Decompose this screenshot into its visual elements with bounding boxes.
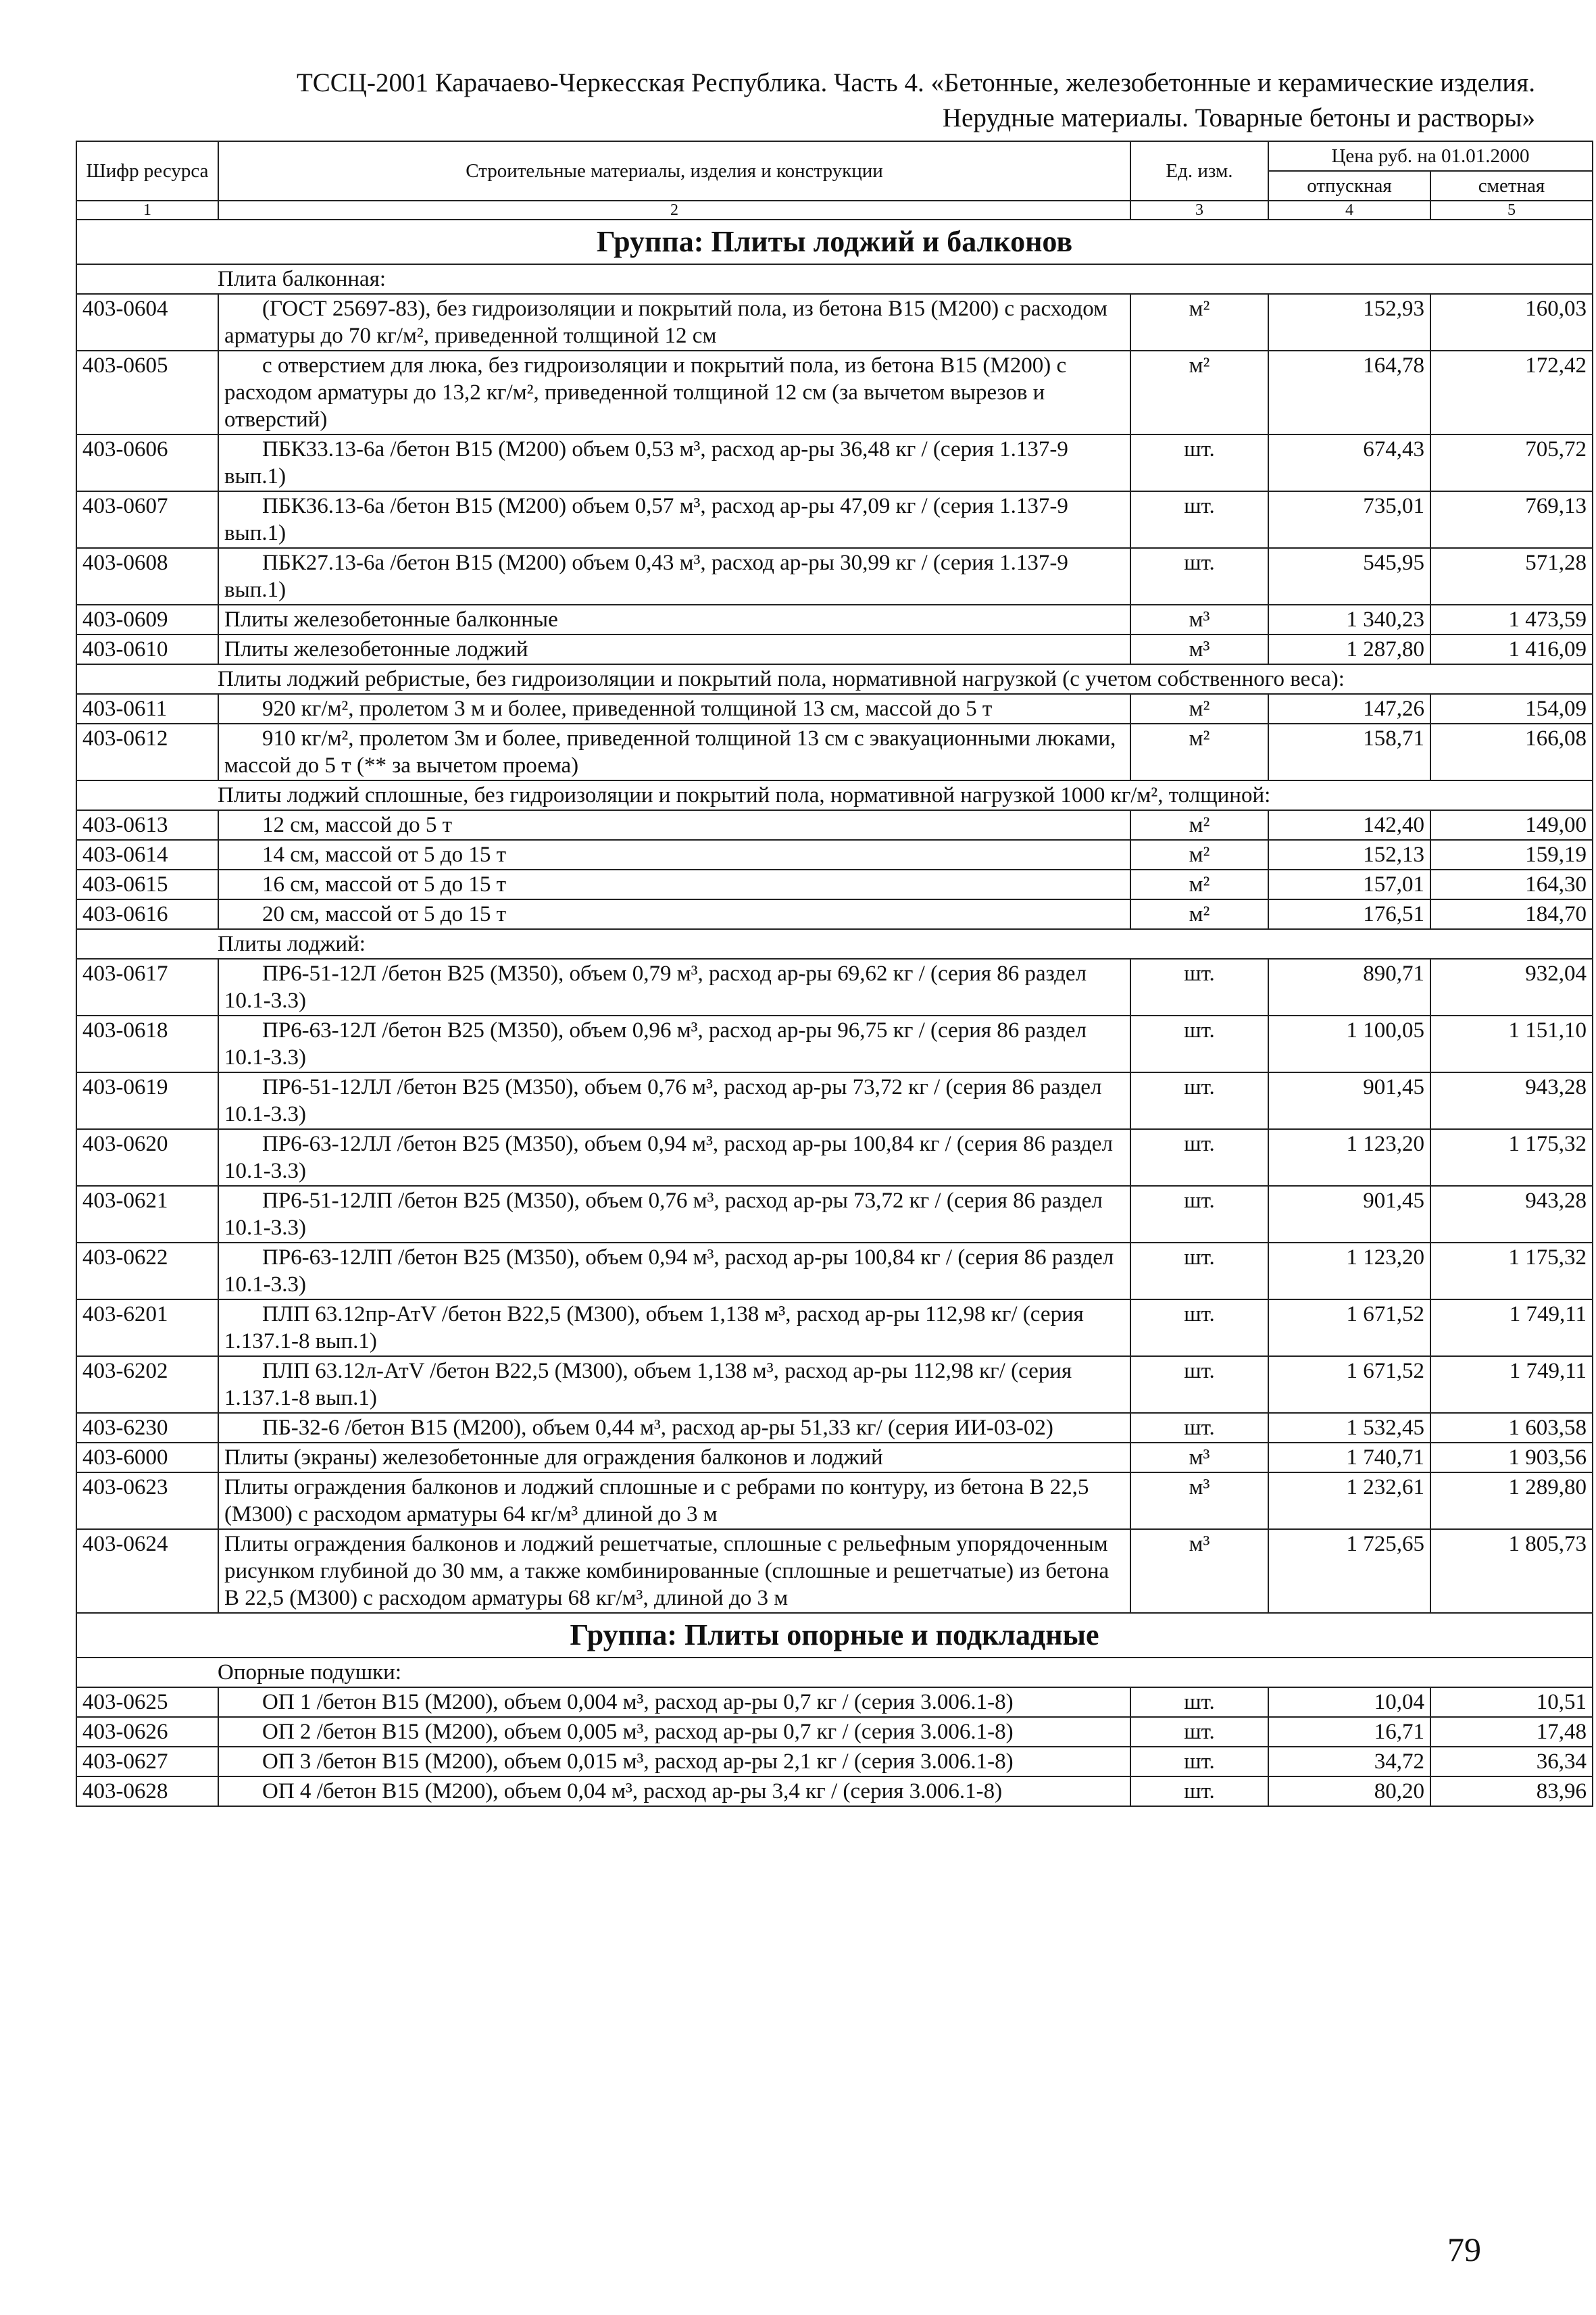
unit-of-measure: шт. bbox=[1130, 959, 1268, 1016]
subgroup-title: Плита балконная: bbox=[76, 264, 1593, 294]
release-price: 152,13 bbox=[1268, 840, 1430, 870]
unit-of-measure: м² bbox=[1130, 351, 1268, 434]
column-header-price: Цена руб. на 01.01.2000 bbox=[1268, 141, 1593, 171]
item-description: ПР6-63-12ЛП /бетон В25 (М350), объем 0,94 м³, расход ар-ры 100,84 кг / (серия 86 раздел 10.1-3.3) bbox=[218, 1243, 1130, 1299]
release-price: 1 532,45 bbox=[1268, 1413, 1430, 1443]
resource-code: 403-0615 bbox=[76, 870, 218, 899]
item-description: Плиты ограждения балконов и лоджий решетчатые, сплошные с рельефным упорядоченным рисунком глубиной до 30 мм, а также комбинированные (сплошные и решетчатые) из бетона В 22,5 (М300) с расходом арматуры 68 кг/м³, длиной до 3 м bbox=[218, 1529, 1130, 1613]
unit-of-measure: м² bbox=[1130, 724, 1268, 780]
resource-code: 403-0623 bbox=[76, 1472, 218, 1529]
unit-of-measure: м³ bbox=[1130, 1443, 1268, 1472]
item-description: ПР6-63-12ЛЛ /бетон В25 (М350), объем 0,94 м³, расход ар-ры 100,84 кг / (серия 86 раздел 10.1-3.3) bbox=[218, 1129, 1130, 1186]
table-row bbox=[76, 434, 1593, 491]
estimate-price: 943,28 bbox=[1430, 1186, 1593, 1243]
resource-code: 403-0625 bbox=[76, 1687, 218, 1717]
price-table bbox=[76, 141, 1593, 1807]
item-description: 12 см, массой до 5 т bbox=[218, 810, 1130, 840]
unit-of-measure: шт. bbox=[1130, 1356, 1268, 1413]
estimate-price: 1 749,11 bbox=[1430, 1299, 1593, 1356]
item-description: ПБК33.13-6а /бетон В15 (М200) объем 0,53 м³, расход ар-ры 36,48 кг / (серия 1.137-9 вып.1) bbox=[218, 434, 1130, 491]
estimate-price: 1 289,80 bbox=[1430, 1472, 1593, 1529]
resource-code: 403-0605 bbox=[76, 351, 218, 434]
estimate-price: 1 603,58 bbox=[1430, 1413, 1593, 1443]
estimate-price: 36,34 bbox=[1430, 1747, 1593, 1776]
unit-of-measure: шт. bbox=[1130, 1072, 1268, 1129]
table-row bbox=[76, 1529, 1593, 1613]
table-row bbox=[76, 491, 1593, 548]
resource-code: 403-0618 bbox=[76, 1016, 218, 1072]
estimate-price: 160,03 bbox=[1430, 294, 1593, 351]
column-number: 4 bbox=[1268, 201, 1430, 220]
release-price: 1 287,80 bbox=[1268, 634, 1430, 664]
item-description: Плиты железобетонные лоджий bbox=[218, 634, 1130, 664]
item-description: ОП 3 /бетон В15 (М200), объем 0,015 м³, расход ар-ры 2,1 кг / (серия 3.006.1-8) bbox=[218, 1747, 1130, 1776]
estimate-price: 1 175,32 bbox=[1430, 1129, 1593, 1186]
column-header-estimate-price: сметная bbox=[1430, 171, 1593, 201]
estimate-price: 932,04 bbox=[1430, 959, 1593, 1016]
item-description: Плиты (экраны) железобетонные для ограждения балконов и лоджий bbox=[218, 1443, 1130, 1472]
table-row bbox=[76, 1072, 1593, 1129]
estimate-price: 172,42 bbox=[1430, 351, 1593, 434]
table-row bbox=[76, 840, 1593, 870]
column-header-unit: Ед. изм. bbox=[1130, 141, 1268, 201]
unit-of-measure: шт. bbox=[1130, 1776, 1268, 1806]
item-description: ПР6-51-12Л /бетон В25 (М350), объем 0,79 м³, расход ар-ры 69,62 кг / (серия 86 раздел 10.1-3.3) bbox=[218, 959, 1130, 1016]
item-description: 16 см, массой от 5 до 15 т bbox=[218, 870, 1130, 899]
table-row bbox=[76, 294, 1593, 351]
estimate-price: 571,28 bbox=[1430, 548, 1593, 605]
resource-code: 403-0622 bbox=[76, 1243, 218, 1299]
column-header-code: Шифр ресурса bbox=[76, 141, 218, 201]
unit-of-measure: шт. bbox=[1130, 1687, 1268, 1717]
release-price: 1 671,52 bbox=[1268, 1356, 1430, 1413]
estimate-price: 1 805,73 bbox=[1430, 1529, 1593, 1613]
resource-code: 403-0613 bbox=[76, 810, 218, 840]
item-description: ПР6-63-12Л /бетон В25 (М350), объем 0,96 м³, расход ар-ры 96,75 кг / (серия 86 раздел 10.1-3.3) bbox=[218, 1016, 1130, 1072]
subgroup-row bbox=[76, 664, 1593, 694]
table-row bbox=[76, 1687, 1593, 1717]
unit-of-measure: шт. bbox=[1130, 1243, 1268, 1299]
resource-code: 403-0609 bbox=[76, 605, 218, 634]
item-description: 14 см, массой от 5 до 15 т bbox=[218, 840, 1130, 870]
item-description: 910 кг/м², пролетом 3м и более, приведенной толщиной 13 см с эвакуационными люками, массой до 5 т (** за вычетом проема) bbox=[218, 724, 1130, 780]
resource-code: 403-0604 bbox=[76, 294, 218, 351]
table-row bbox=[76, 1776, 1593, 1806]
resource-code: 403-0608 bbox=[76, 548, 218, 605]
table-row bbox=[76, 1717, 1593, 1747]
subgroup-title: Плиты лоджий: bbox=[76, 929, 1593, 959]
table-row bbox=[76, 1472, 1593, 1529]
resource-code: 403-0626 bbox=[76, 1717, 218, 1747]
release-price: 142,40 bbox=[1268, 810, 1430, 840]
estimate-price: 159,19 bbox=[1430, 840, 1593, 870]
table-row bbox=[76, 899, 1593, 929]
release-price: 1 123,20 bbox=[1268, 1129, 1430, 1186]
table-row bbox=[76, 1356, 1593, 1413]
release-price: 1 123,20 bbox=[1268, 1243, 1430, 1299]
estimate-price: 10,51 bbox=[1430, 1687, 1593, 1717]
item-description: (ГОСТ 25697-83), без гидроизоляции и покрытий пола, из бетона В15 (М200) с расходом арматуры до 70 кг/м², приведенной толщиной 12 см bbox=[218, 294, 1130, 351]
subgroup-title: Плиты лоджий сплошные, без гидроизоляции и покрытий пола, нормативной нагрузкой 1000 кг/м², толщиной: bbox=[76, 780, 1593, 810]
table-row bbox=[76, 1443, 1593, 1472]
subgroup-title: Опорные подушки: bbox=[76, 1658, 1593, 1687]
unit-of-measure: шт. bbox=[1130, 434, 1268, 491]
resource-code: 403-0612 bbox=[76, 724, 218, 780]
item-description: ПБ-32-6 /бетон В15 (М200), объем 0,44 м³, расход ар-ры 51,33 кг/ (серия ИИ-03-02) bbox=[218, 1413, 1130, 1443]
table-row bbox=[76, 605, 1593, 634]
table-row bbox=[76, 724, 1593, 780]
column-header-release-price: отпускная bbox=[1268, 171, 1430, 201]
resource-code: 403-0621 bbox=[76, 1186, 218, 1243]
subgroup-row bbox=[76, 780, 1593, 810]
table-row bbox=[76, 1186, 1593, 1243]
release-price: 1 725,65 bbox=[1268, 1529, 1430, 1613]
table-row bbox=[76, 351, 1593, 434]
item-description: 20 см, массой от 5 до 15 т bbox=[218, 899, 1130, 929]
subgroup-row bbox=[76, 1658, 1593, 1687]
estimate-price: 1 749,11 bbox=[1430, 1356, 1593, 1413]
table-row bbox=[76, 1129, 1593, 1186]
item-description: ПР6-51-12ЛЛ /бетон В25 (М350), объем 0,76 м³, расход ар-ры 73,72 кг / (серия 86 раздел 10.1-3.3) bbox=[218, 1072, 1130, 1129]
subgroup-row bbox=[76, 264, 1593, 294]
item-description: Плиты железобетонные балконные bbox=[218, 605, 1130, 634]
release-price: 1 100,05 bbox=[1268, 1016, 1430, 1072]
release-price: 890,71 bbox=[1268, 959, 1430, 1016]
table-row bbox=[76, 810, 1593, 840]
resource-code: 403-0607 bbox=[76, 491, 218, 548]
resource-code: 403-6000 bbox=[76, 1443, 218, 1472]
estimate-price: 17,48 bbox=[1430, 1717, 1593, 1747]
column-number: 2 bbox=[218, 201, 1130, 220]
resource-code: 403-0627 bbox=[76, 1747, 218, 1776]
table-row bbox=[76, 1413, 1593, 1443]
estimate-price: 184,70 bbox=[1430, 899, 1593, 929]
unit-of-measure: шт. bbox=[1130, 1186, 1268, 1243]
item-description: ОП 1 /бетон В15 (М200), объем 0,004 м³, расход ар-ры 0,7 кг / (серия 3.006.1-8) bbox=[218, 1687, 1130, 1717]
table-row bbox=[76, 1299, 1593, 1356]
estimate-price: 166,08 bbox=[1430, 724, 1593, 780]
release-price: 10,04 bbox=[1268, 1687, 1430, 1717]
resource-code: 403-0614 bbox=[76, 840, 218, 870]
table-row bbox=[76, 870, 1593, 899]
unit-of-measure: шт. bbox=[1130, 1413, 1268, 1443]
document-title-line2: Нерудные материалы. Товарные бетоны и растворы» bbox=[942, 103, 1535, 132]
estimate-price: 1 416,09 bbox=[1430, 634, 1593, 664]
table-row bbox=[76, 1243, 1593, 1299]
group-header-row bbox=[76, 1613, 1593, 1658]
unit-of-measure: шт. bbox=[1130, 1747, 1268, 1776]
table-row bbox=[76, 694, 1593, 724]
unit-of-measure: шт. bbox=[1130, 1016, 1268, 1072]
estimate-price: 83,96 bbox=[1430, 1776, 1593, 1806]
release-price: 545,95 bbox=[1268, 548, 1430, 605]
resource-code: 403-0624 bbox=[76, 1529, 218, 1613]
unit-of-measure: шт. bbox=[1130, 1129, 1268, 1186]
resource-code: 403-0620 bbox=[76, 1129, 218, 1186]
table-body bbox=[76, 220, 1593, 1806]
unit-of-measure: м² bbox=[1130, 810, 1268, 840]
unit-of-measure: м² bbox=[1130, 840, 1268, 870]
unit-of-measure: м² bbox=[1130, 870, 1268, 899]
table-row bbox=[76, 1016, 1593, 1072]
release-price: 1 671,52 bbox=[1268, 1299, 1430, 1356]
resource-code: 403-6202 bbox=[76, 1356, 218, 1413]
estimate-price: 1 473,59 bbox=[1430, 605, 1593, 634]
unit-of-measure: м³ bbox=[1130, 634, 1268, 664]
group-header-row bbox=[76, 220, 1593, 264]
release-price: 901,45 bbox=[1268, 1072, 1430, 1129]
unit-of-measure: шт. bbox=[1130, 491, 1268, 548]
resource-code: 403-0606 bbox=[76, 434, 218, 491]
table-row bbox=[76, 1747, 1593, 1776]
estimate-price: 769,13 bbox=[1430, 491, 1593, 548]
release-price: 1 232,61 bbox=[1268, 1472, 1430, 1529]
item-description: 920 кг/м², пролетом 3 м и более, приведенной толщиной 13 см, массой до 5 т bbox=[218, 694, 1130, 724]
group-title: Группа: Плиты опорные и подкладные bbox=[76, 1613, 1593, 1658]
item-description: ОП 2 /бетон В15 (М200), объем 0,005 м³, расход ар-ры 0,7 кг / (серия 3.006.1-8) bbox=[218, 1717, 1130, 1747]
column-header-name: Строительные материалы, изделия и конструкции bbox=[218, 141, 1130, 201]
unit-of-measure: м² bbox=[1130, 899, 1268, 929]
release-price: 157,01 bbox=[1268, 870, 1430, 899]
item-description: Плиты ограждения балконов и лоджий сплошные и с ребрами по контуру, из бетона В 22,5 (М300) с расходом арматуры 64 кг/м³ длиной до 3 м bbox=[218, 1472, 1130, 1529]
column-number: 3 bbox=[1130, 201, 1268, 220]
group-title: Группа: Плиты лоджий и балконов bbox=[76, 220, 1593, 264]
release-price: 80,20 bbox=[1268, 1776, 1430, 1806]
item-description: ПЛП 63.12л-АтV /бетон В22,5 (М300), объем 1,138 м³, расход ар-ры 112,98 кг/ (серия 1.137.1-8 вып.1) bbox=[218, 1356, 1130, 1413]
estimate-price: 705,72 bbox=[1430, 434, 1593, 491]
estimate-price: 149,00 bbox=[1430, 810, 1593, 840]
table-row bbox=[76, 959, 1593, 1016]
item-description: с отверстием для люка, без гидроизоляции и покрытий пола, из бетона В15 (М200) с расходом арматуры до 13,2 кг/м², приведенной толщиной 12 см (за вычетом вырезов и отверстий) bbox=[218, 351, 1130, 434]
table-row bbox=[76, 548, 1593, 605]
unit-of-measure: м³ bbox=[1130, 1472, 1268, 1529]
release-price: 158,71 bbox=[1268, 724, 1430, 780]
resource-code: 403-0610 bbox=[76, 634, 218, 664]
unit-of-measure: м² bbox=[1130, 694, 1268, 724]
resource-code: 403-0628 bbox=[76, 1776, 218, 1806]
column-number: 5 bbox=[1430, 201, 1593, 220]
release-price: 1 740,71 bbox=[1268, 1443, 1430, 1472]
item-description: ПР6-51-12ЛП /бетон В25 (М350), объем 0,76 м³, расход ар-ры 73,72 кг / (серия 86 раздел 10.1-3.3) bbox=[218, 1186, 1130, 1243]
unit-of-measure: шт. bbox=[1130, 1299, 1268, 1356]
item-description: ПБК27.13-6а /бетон В15 (М200) объем 0,43 м³, расход ар-ры 30,99 кг / (серия 1.137-9 вып.1) bbox=[218, 548, 1130, 605]
estimate-price: 154,09 bbox=[1430, 694, 1593, 724]
item-description: ОП 4 /бетон В15 (М200), объем 0,04 м³, расход ар-ры 3,4 кг / (серия 3.006.1-8) bbox=[218, 1776, 1130, 1806]
release-price: 901,45 bbox=[1268, 1186, 1430, 1243]
resource-code: 403-0611 bbox=[76, 694, 218, 724]
unit-of-measure: м² bbox=[1130, 294, 1268, 351]
unit-of-measure: шт. bbox=[1130, 1717, 1268, 1747]
resource-code: 403-0616 bbox=[76, 899, 218, 929]
release-price: 16,71 bbox=[1268, 1717, 1430, 1747]
unit-of-measure: шт. bbox=[1130, 548, 1268, 605]
subgroup-title: Плиты лоджий ребристые, без гидроизоляции и покрытий пола, нормативной нагрузкой (с учетом собственного веса): bbox=[76, 664, 1593, 694]
estimate-price: 1 903,56 bbox=[1430, 1443, 1593, 1472]
column-number: 1 bbox=[76, 201, 218, 220]
release-price: 152,93 bbox=[1268, 294, 1430, 351]
estimate-price: 943,28 bbox=[1430, 1072, 1593, 1129]
estimate-price: 164,30 bbox=[1430, 870, 1593, 899]
resource-code: 403-6201 bbox=[76, 1299, 218, 1356]
table-row bbox=[76, 634, 1593, 664]
estimate-price: 1 175,32 bbox=[1430, 1243, 1593, 1299]
release-price: 176,51 bbox=[1268, 899, 1430, 929]
release-price: 34,72 bbox=[1268, 1747, 1430, 1776]
release-price: 147,26 bbox=[1268, 694, 1430, 724]
release-price: 674,43 bbox=[1268, 434, 1430, 491]
item-description: ПБК36.13-6а /бетон В15 (М200) объем 0,57 м³, расход ар-ры 47,09 кг / (серия 1.137-9 вып.1) bbox=[218, 491, 1130, 548]
page-number: 79 bbox=[1447, 2231, 1481, 2268]
subgroup-row bbox=[76, 929, 1593, 959]
unit-of-measure: м³ bbox=[1130, 605, 1268, 634]
resource-code: 403-0619 bbox=[76, 1072, 218, 1129]
unit-of-measure: м³ bbox=[1130, 1529, 1268, 1613]
release-price: 735,01 bbox=[1268, 491, 1430, 548]
estimate-price: 1 151,10 bbox=[1430, 1016, 1593, 1072]
release-price: 164,78 bbox=[1268, 351, 1430, 434]
resource-code: 403-6230 bbox=[76, 1413, 218, 1443]
item-description: ПЛП 63.12пр-АтV /бетон В22,5 (М300), объем 1,138 м³, расход ар-ры 112,98 кг/ (серия 1.137.1-8 вып.1) bbox=[218, 1299, 1130, 1356]
release-price: 1 340,23 bbox=[1268, 605, 1430, 634]
document-title-line1: ТССЦ-2001 Карачаево-Черкесская Республика. Часть 4. «Бетонные, железобетонные и керамические изделия. bbox=[296, 68, 1535, 97]
resource-code: 403-0617 bbox=[76, 959, 218, 1016]
